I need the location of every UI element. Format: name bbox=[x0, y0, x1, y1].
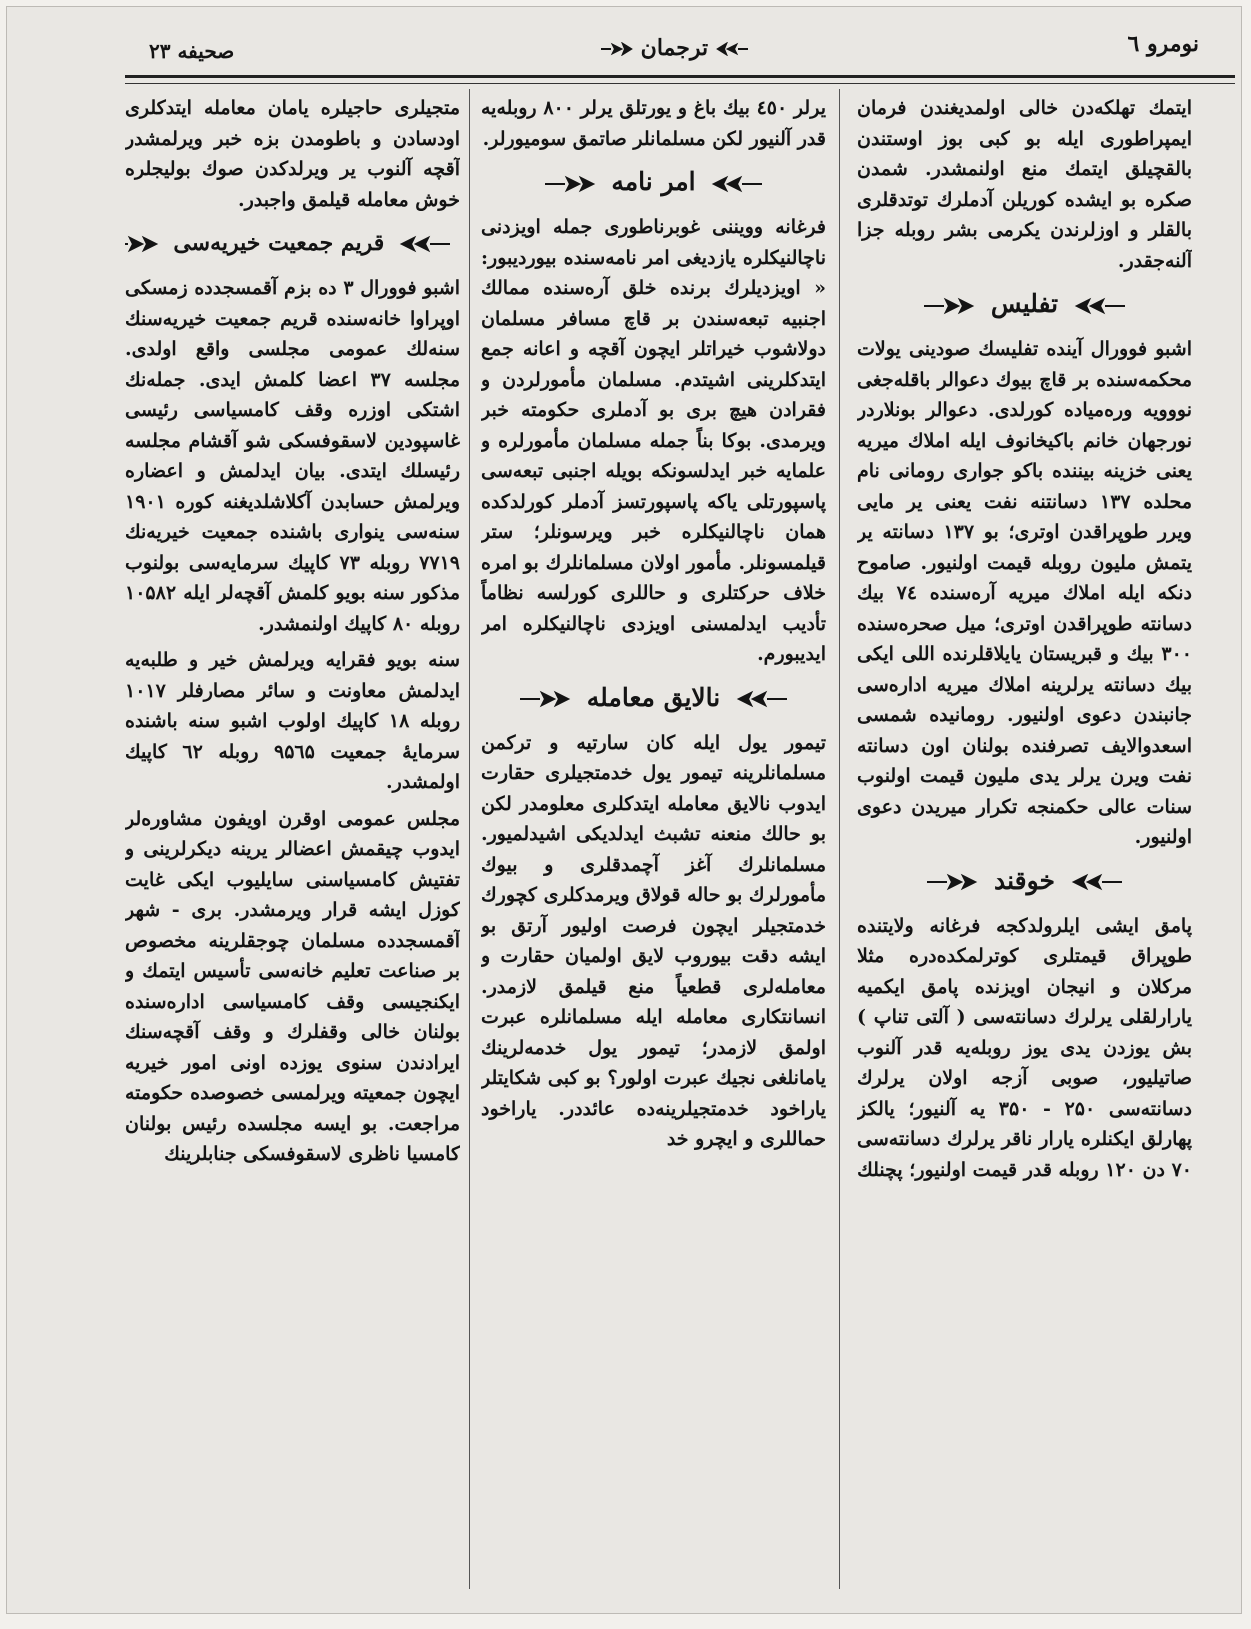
section-heading bbox=[125, 223, 460, 263]
article-text: اشبو فوورال آینده تفلیسك صودینی یولات محکمه‌سنده بر قاچ بیوك دعوالر باقله‌جغی نووویه وره‌میاده کورلدی. دعوالر بونلاردر نورجهان خانم باکیخانوف ایله املاك میریه یعنی خزینه بیننده باکو جواری رومانی نام محلده ۱۳۷ دسانتنه نفت یعنی یر مایی ویرر طوپراقدن اوتری؛ بو ۱۳۷ دسانته یر یتمش ملیون روبله قیمت اولنیور. صاموح دنکه ایله املاك میریه آره‌سنده ۷٤ بیك دسانته طوپراقدن اوتری؛ میل صحره‌سنده ۳۰۰ بیك و قبریستان یایلاقلرنده اللی ایکی بیك دسانته یرلرینه املاك میریه اداره‌سی جانبندن دعوی اولنیور. رومانیده شمسی اسعدوالایف تصرفنده بولنان اون دسانته نفت ویرن یرلر یدی ملیون قیمت اولنوب سنات عالی حکمنجه تکرار میریدن دعوی اولنیور. bbox=[857, 338, 1192, 848]
ornament-icon bbox=[716, 42, 750, 56]
ornament-icon bbox=[735, 690, 791, 708]
ornament-icon bbox=[710, 175, 766, 193]
heading-text: تفلیس bbox=[990, 289, 1059, 318]
article-text: سنه بویو فقرایه ویرلمش خیر و طلبه‌یه ایدلمش معاونت و سائر مصارفلر ۱۰۱۷ روبله ۱۸ کاپیك اولوب اشبو سنه باشنده سرمایهٔ جمعیت ۹۵٦۵ روبله ٦۲ کاپیك اولمشدر. bbox=[125, 649, 460, 793]
ornament-icon bbox=[541, 175, 597, 193]
page-header bbox=[119, 25, 1239, 73]
ornament-icon bbox=[1073, 297, 1129, 315]
article-text: اشبو فوورال ۳ ده بزم آقمسجدده زمسکی اوپراوا خانه‌سنده قریم جمعیت خیریه‌سنك سنه‌لك عمومی مجلسی واقع اولدی. مجلسه ۳۷ اعضا کلمش ایدی. جمله‌نك اشتکی اوزره وقف کامسیاسی رئیسی غاسپودین لاسقوفسکی شو آقشام مجلسه رئیسلك ایتدی. بیان ایدلمش و اعضاره ویرلمش حسابدن آکلاشلدیغنه کوره ۱۹۰۱ سنه‌سی ینواری باشنده جمعیت خیریه‌نك ۷۷۱۹ روبله ۷۳ کاپیك سرمایه‌سی بولنوب مذکور سنه بویو کلمش آقچه‌لر ایله ۱۰۵۸۲ روبله ۸۰ کاپیك اولنمشدر. bbox=[125, 277, 460, 635]
column-middle bbox=[481, 93, 826, 1573]
heading-text: امر نامه bbox=[611, 167, 696, 196]
section-heading bbox=[481, 678, 826, 718]
ornament-icon bbox=[923, 873, 979, 891]
column-right bbox=[857, 93, 1192, 1573]
heading-text: خوقند bbox=[994, 865, 1055, 895]
section-heading bbox=[857, 284, 1192, 324]
column-divider bbox=[839, 89, 840, 1589]
ornament-icon bbox=[125, 235, 160, 253]
article-text: مجلس عمومی اوقرن اویفون مشاوره‌لر ایدوب چیقمش اعضالر یرینه دیکرلرینی و تفتیش کامسیاسنی سایلیوب ایکی غایت کوزل ایشه قرار ویرمشدر. بری - شهر آقمسجدده مسلمان چوجقلرینه مخصوص بر صناعت تعلیم خانه‌سی تأسیس ایتمك و ایکنجیسی وقف کامسیاسی اداره‌سنده بولنان خالی وقفلرك و وقف آقچه‌سنك ایرادندن سنوی یوزده اونی امور خیریه ایچون جمعیته ویرلمسی خصوصده حکومته مراجعت. بو ایسه مجلسده رئیس بولنان کامسیا ناظری لاسقوفسکی جنابلرینك bbox=[125, 807, 460, 1165]
article-text: متجیلری حاجیلره یامان معامله ایتدکلری اودسادن و باطومدن بزه خبر ویرلمشدر آقچه آلنوب یر ویرلدکدن صوك بولیجلره خوش معامله قیلمق واجبدر. bbox=[125, 97, 460, 211]
article-text: ایتمك تهلکه‌دن خالی اولمدیغندن فرمان ایمپراطوری ایله بو کبی بوز اوستندن بالقچیلق ایتمك منع اولنمشدر. شمدن صکره بو ایشده کوریلن آدملرك توتدقلری بالقلر و اوزلرندن یکرمی بشر روبله جزا آلنه‌جقدر. bbox=[857, 97, 1192, 272]
masthead bbox=[599, 35, 750, 61]
heading-text: قریم جمعیت خیریه‌سی bbox=[173, 230, 385, 256]
section-heading bbox=[481, 162, 826, 202]
ornament-icon bbox=[1070, 873, 1126, 891]
ornament-icon bbox=[398, 235, 454, 253]
header-rule-thin bbox=[125, 83, 1235, 84]
ornament-icon bbox=[599, 42, 633, 56]
article-text: تیمور یول ایله کان سارتیه و ترکمن مسلمانلرینه تیمور یول خدمتجیلری حقارت ایدوب نالایق معامله ایتدکلری معلومدر لکن بو حالك منعنه تشبث ایدلدیکی اشیدلمیور. مسلمانلرك آغز آچمدقلری و بیوك مأمورلرك بو حاله قولاق ویرمدکلری کچورك خدمتجیلر ایچون فرصت اولیور آرتق بو ایشه دقت بیوروب لایق اولمیان حقارت و معامله‌لری قطعیاً منع قیلمق لازمدر. انسانتکاری معامله ایله مسلمانلره عبرت اولمق لازمدر؛ تیمور یول خدمه‌لرینك یامانلغی نجیك عبرت اولور؟ بو کبی شکایتلر یاراخود خدمتجیلرینه‌ده عائددر. یاراخود حماللری و ایچرو خد bbox=[481, 731, 826, 1150]
article-text: فرغانه وویننی غوبرناطوری جمله اویزدنی ناچالنیکلره یازدیغی امر نامه‌سنده بیوردیبور: « اویزدیلرك برنده خلق آره‌سنده ممالك اجنبیه تبعه‌سندن بر قاچ مسافر مسلمان دولاشوب خیراتلر ایچون آقچه و اعانه جمع ایتدکلرینی اشیتدم. مسلمان مأمورلردن و فقرادن هیچ بری بو آدملری حکومته خبر ویرمدی. بوکا بناً جمله مسلمان مأمورلره و علمایه خبر ایدلسونکه بویله اجنبی تبعه‌سی پاسپورتلی یاکه پاسپورتسز آدملر کورلدکده همان ناچالنیکلره خبر ویرسونلر؛ ستر قیلمسونلر. مأمور اولان مسلمانلرك بو امره خلاف حرکتلری و حاللری کورلسه نظاماً تأدیب ایدلمسنی اویزدی ناچالنیکلره امر ایدیبورم. bbox=[481, 216, 826, 665]
paper-title: ترجمان bbox=[640, 35, 709, 61]
column-left bbox=[125, 93, 460, 1573]
header-rule bbox=[125, 75, 1235, 78]
newspaper-page bbox=[6, 6, 1242, 1614]
issue-number: نومرو ٦ bbox=[1127, 31, 1199, 57]
article-text: یرلر ٤٥۰ بیك باغ و یورتلق یرلر ۸۰۰ روبله‌یه قدر آلنیور لکن مسلمانلر صاتمق سومیورلر. bbox=[481, 97, 826, 150]
column-divider bbox=[469, 89, 470, 1589]
page-number: صحیفه ۲۳ bbox=[149, 39, 235, 63]
article-text: پامق ایشی ایلرولدکجه فرغانه ولایتنده طوپراق قیمتلری کوترلمکده‌دره مثلا مرکلان و انیجان اویزنده پامق ایکمیه یارارلقلی یرلرك دسانته‌سی ( آلتی تناپ ) بش یوزدن یدی یوز روبله‌یه قدر آلنوب صاتیلیور، صوبی آزجه اولان یرلرك دسانته‌سی ۲۵۰ - ۳۵۰ یه آلنیور؛ یالکز پهارلق ایکنلره یارار ناقر یرلرك دسانته‌سی ۷۰ دن ۱۲۰ روبله قدر قیمت اولنیور؛ پچنلك bbox=[857, 914, 1192, 1181]
ornament-icon bbox=[516, 690, 572, 708]
heading-text: نالایق معامله bbox=[586, 682, 721, 712]
section-heading bbox=[857, 861, 1192, 901]
ornament-icon bbox=[920, 297, 976, 315]
